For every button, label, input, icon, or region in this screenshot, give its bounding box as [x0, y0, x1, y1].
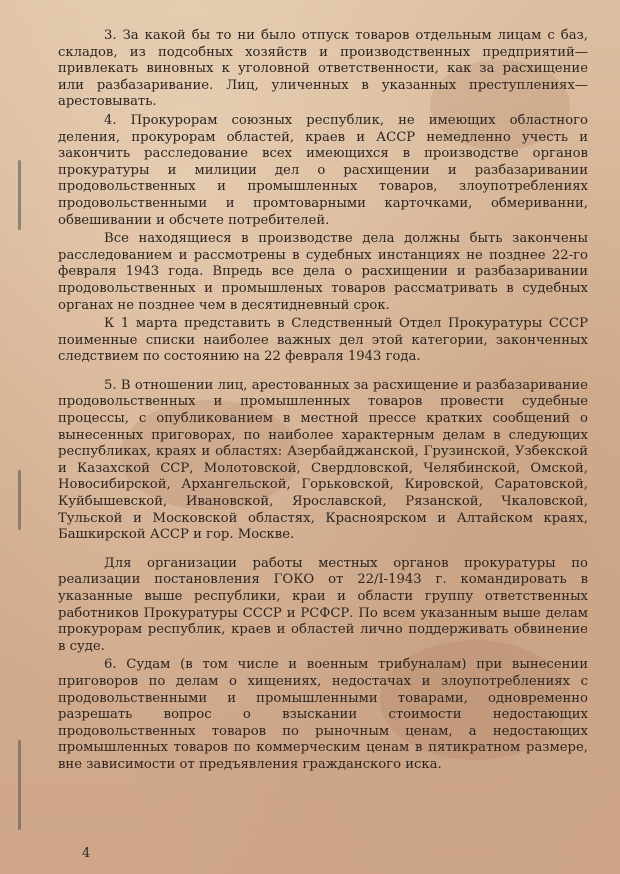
- paragraph-item-6: 6. Судам (в том числе и военным трибуналам) при вынесении приговоров по делам о хищениях, недостачах и злоупотреблениях с продовольственными и промышленными товарами, одновременно разрешать вопрос о взыскании стоимости недостающих продовольственных товаров по рыночным ценам, а недостающих промышленных товаров по коммерческим ценам в пятикратном размере, вне зависимости от предъявления гражданского иска.: [58, 657, 588, 772]
- paragraph-item-4: 4. Прокурорам союзных республик, не имеющих областного деления, прокурорам областей, краев и АССР немедленно учесть и закончить расследование всех имеющихся в производстве органов прокуратуры и милиции дел о расхищении и разбазаривании продовольственных и промышленных товаров, злоупотреблениях продовольственными и промтоварными карточками, обмериванни, обвешивании и обсчете потребителей.: [58, 112, 588, 228]
- paragraph-organization: Для организации работы местных органов прокуратуры по реализации постановления ГОКО от 22/I-1943 г. командировать в указанные выше республики, краи и области группу ответственных работников Прокуратуры СССР и РСФСР. По всем указанным выше делам прокурорам республик, краев и областей лично поддерживать обвинение в суде.: [58, 555, 588, 654]
- margin-pencil-mark: [18, 160, 21, 230]
- paragraph-item-5: 5. В отношении лиц, арестованных за расхищение и разбазаривание продовольственных и промышленных товаров провести судебные процессы, с опубликованием в местной прессе кратких сообщений о вынесенных приговорах, по наиболее характерным делам в следующих республиках, краях и областях: Азербайджанской, Грузинской, Узбекской и Казахской ССР, Молотовской, Свердловской, Челябинской, Омской, Новосибирской, Архангельской, Горьковской, Кировской, Саратовской, Куйбышевской, Ивановской, Ярославской, Рязанской, Чкаловской, Тульской и Московской областях, Красноярском и Алтайском краях, Башкирской АССР и гор. Москве.: [58, 377, 588, 543]
- paragraph-item-3: 3. За какой бы то ни было отпуск товаров отдельным лицам с баз, складов, из подсобных хозяйств и производственных предприятий—привлекать виновных к уголовной ответственности, как за расхищение или разбазаривание. Лиц, уличенных в указанных преступлениях—арестовывать.: [58, 28, 588, 110]
- margin-pencil-mark: [18, 470, 21, 530]
- page-number: 4: [82, 846, 91, 861]
- document-body: [58, 28, 588, 774]
- paragraph-deadline: Все находящиеся в производстве дела должны быть закончены расследованием и рассмотрены в судебных инстанциях не позднее 22-го февраля 1943 года. Впредь все дела о расхищении и разбазаривании продовольственных и промышленых товаров рассматривать в судебных органах не позднее чем в десятидневный срок.: [58, 231, 588, 313]
- margin-pencil-mark: [18, 740, 21, 830]
- paragraph-report-lists: К 1 марта представить в Следственный Отдел Прокуратуры СССР поименные списки наиболее важных дел этой категории, законченных следствием по состоянию на 22 февраля 1943 года.: [58, 316, 588, 365]
